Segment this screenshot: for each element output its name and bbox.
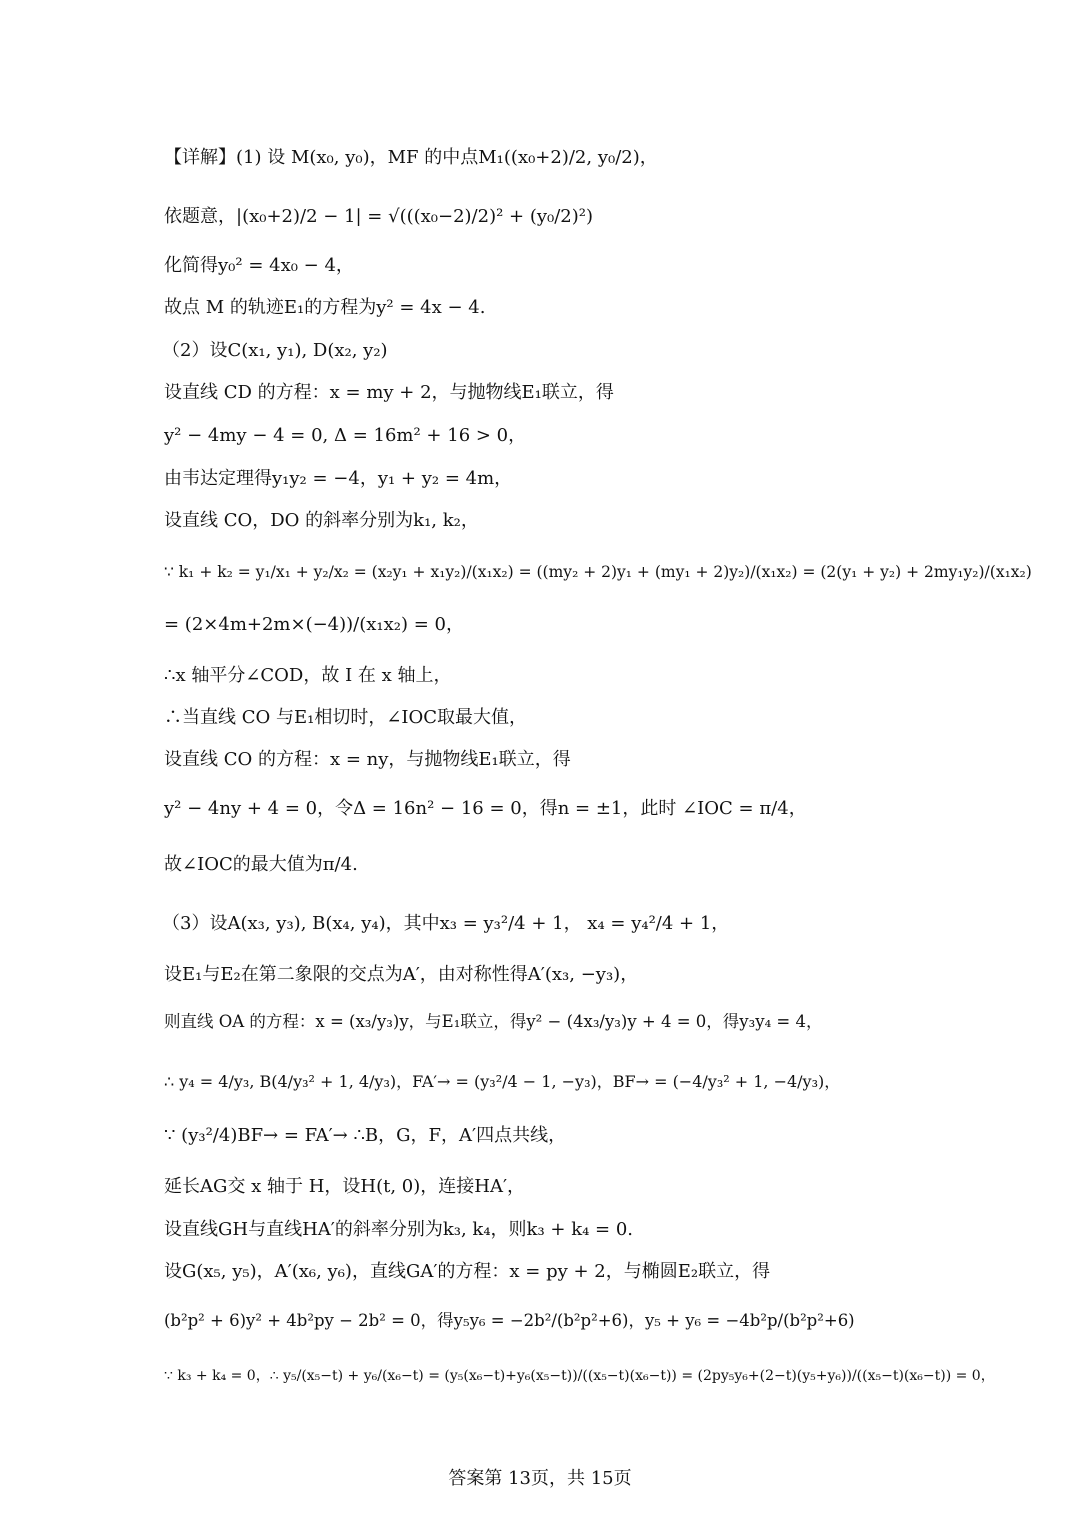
solution-line-11: = (2×4m+2m×(−4))/(x₁x₂) = 0， — [164, 614, 464, 635]
solution-line-16: 故∠IOC的最大值为π/4. — [164, 854, 358, 875]
solution-line-24: 设G(x₅, y₅)，A′(x₆, y₆)，直线GA′的方程：x = py + 2，与椭圆E₂联立，得 — [164, 1261, 771, 1282]
solution-line-19: 则直线 OA 的方程：x = (x₃/y₃)y，与E₁联立，得y² − (4x₃/y₃)y + 4 = 0，得y₃y₄ = 4， — [164, 1012, 823, 1031]
page-footer: 答案第 13页，共 15页 — [448, 1468, 632, 1489]
solution-line-14: 设直线 CO 的方程：x = ny，与抛物线E₁联立，得 — [164, 749, 571, 770]
solution-line-7: y² − 4my − 4 = 0, Δ = 16m² + 16 > 0， — [164, 425, 527, 446]
solution-line-20: ∴ y₄ = 4/y₃, B(4/y₃² + 1, 4/y₃)，FA′→ = (y₃²/4 − 1, −y₃)，BF→ = (−4/y₃² + 1, −4/y₃)， — [164, 1072, 841, 1091]
solution-line-10: ∵ k₁ + k₂ = y₁/x₁ + y₂/x₂ = (x₂y₁ + x₁y₂)/(x₁x₂) = ((my₂ + 2)y₁ + (my₁ + 2)y₂)/(x₁x₂) = (2(y₁ + y₂) + 2my₁y₂)/(x₁x₂) — [164, 563, 1032, 581]
solution-line-21: ∵ (y₃²/4)BF→ = FA′→ ∴B，G，F，A′四点共线， — [164, 1125, 567, 1146]
solution-line-2: 依题意，|(x₀+2)/2 − 1| = √(((x₀−2)/2)² + (y₀/2)²) — [164, 206, 594, 227]
solution-line-1: 【详解】(1) 设 M(x₀, y₀)，MF 的中点M₁((x₀+2)/2, y₀/2)， — [164, 147, 658, 168]
solution-line-8: 由韦达定理得y₁y₂ = −4，y₁ + y₂ = 4m， — [164, 468, 513, 489]
solution-line-23: 设直线GH与直线HA′的斜率分别为k₃, k₄，则k₃ + k₄ = 0. — [164, 1219, 634, 1240]
solution-line-18: 设E₁与E₂在第二象限的交点为A′，由对称性得A′(x₃, −y₃)， — [164, 964, 639, 985]
solution-line-13: ∴当直线 CO 与E₁相切时，∠IOC取最大值， — [164, 707, 528, 728]
solution-line-22: 延长AG交 x 轴于 H，设H(t, 0)，连接HA′， — [164, 1176, 526, 1197]
solution-line-26: ∵ k₃ + k₄ = 0，∴ y₅/(x₅−t) + y₆/(x₆−t) = (y₅(x₆−t)+y₆(x₅−t))/((x₅−t)(x₆−t)) = (2py₅y₆+(2−t)(y₅+y₆))/((x₅−t)(x₆−t)) = 0， — [164, 1368, 995, 1384]
solution-line-3: 化简得y₀² = 4x₀ − 4， — [164, 255, 354, 276]
solution-line-15: y² − 4ny + 4 = 0，令Δ = 16n² − 16 = 0，得n = ±1，此时 ∠IOC = π/4， — [164, 798, 807, 819]
solution-line-12: ∴x 轴平分∠COD，故 I 在 x 轴上， — [164, 665, 452, 686]
solution-line-5: （2）设C(x₁, y₁), D(x₂, y₂) — [162, 340, 388, 361]
solution-line-6: 设直线 CD 的方程：x = my + 2，与抛物线E₁联立，得 — [164, 382, 614, 403]
solution-line-17: （3）设A(x₃, y₃), B(x₄, y₄)，其中x₃ = y₃²/4 + 1， x₄ = y₄²/4 + 1， — [162, 913, 730, 934]
solution-line-25: (b²p² + 6)y² + 4b²py − 2b² = 0，得y₅y₆ = −2b²/(b²p²+6)，y₅ + y₆ = −4b²p/(b²p²+6) — [164, 1311, 855, 1330]
solution-line-9: 设直线 CO，DO 的斜率分别为k₁, k₂， — [164, 510, 479, 531]
solution-line-4: 故点 M 的轨迹E₁的方程为y² = 4x − 4. — [164, 297, 486, 318]
